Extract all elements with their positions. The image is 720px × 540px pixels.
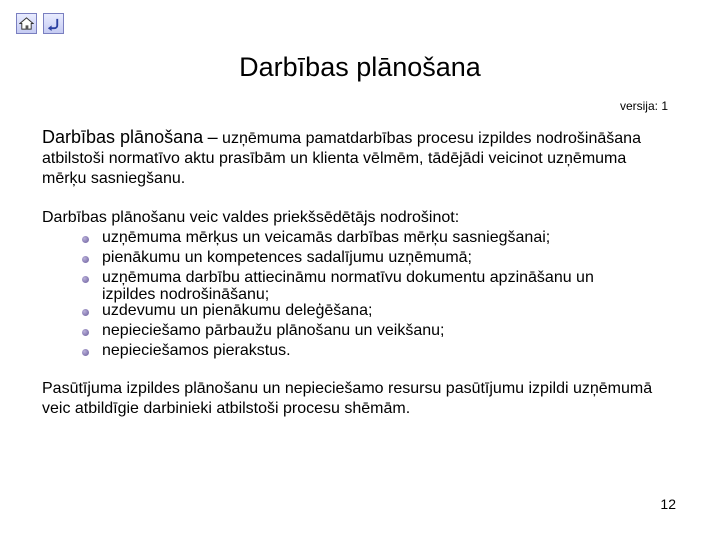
bullet-icon	[82, 349, 89, 356]
list-item-text-cont: izpildes nodrošināšanu;	[102, 286, 270, 303]
list-item-text: nepieciešamos pierakstus.	[102, 342, 291, 359]
page-title	[0, 52, 720, 83]
bullet-list	[42, 228, 670, 361]
page-title-text: Darbības plānošana	[239, 52, 481, 82]
return-button[interactable]	[43, 13, 64, 34]
bullet-icon	[82, 276, 89, 283]
list-item	[42, 228, 670, 248]
bullet-icon	[82, 256, 89, 263]
closing-paragraph: Pasūtījuma izpildes plānošanu un nepieciešamo resursu pasūtījumu izpildi uzņēmumā veic atbildīgie darbinieki atbilstoši procesu shēmām.	[42, 380, 653, 417]
list-item	[42, 301, 670, 321]
slide-content	[42, 127, 670, 419]
bullet-icon	[82, 329, 89, 336]
list-item-text: nepieciešamo pārbaužu plānošanu un veikšanu;	[102, 322, 445, 339]
definition-dash: –	[207, 127, 218, 147]
bullet-icon	[82, 236, 89, 243]
definition-term: Darbības plānošana	[42, 127, 204, 147]
definition-paragraph	[42, 127, 670, 189]
bullet-icon	[82, 309, 89, 316]
home-icon	[19, 16, 34, 31]
nav-bar	[16, 13, 64, 34]
version-label: versija: 1	[619, 99, 668, 113]
list-item-text: uzņēmuma mērķus un veicamās darbības mērķu sasniegšanai;	[102, 229, 551, 246]
list-item-text: uzņēmuma darbību attiecināmu normatīvu dokumentu apzināšanu un	[102, 269, 594, 286]
list-item	[42, 341, 670, 361]
list-item-text: pienākumu un kompetences sadalījumu uzņēmumā;	[102, 249, 472, 266]
list-item	[42, 248, 670, 268]
list-item	[42, 268, 670, 301]
home-button[interactable]	[16, 13, 37, 34]
list-item	[42, 321, 670, 341]
definition-text-rest: nodrošināšana atbilstoši normatīvo aktu prasībām un klienta vēlmēm, tādējādi veicinot uzņēmuma mērķu sasniegšanu.	[42, 130, 641, 187]
definition-text-line1: uzņēmuma pamatdarbības procesu izpildes	[217, 130, 532, 147]
page-number: 12	[660, 496, 676, 512]
list-item-text: uzdevumu un pienākumu deleģēšana;	[102, 302, 373, 319]
return-icon	[46, 16, 61, 31]
list-intro: Darbības plānošanu veic valdes priekšsēdētājs nodrošinot:	[42, 209, 460, 226]
